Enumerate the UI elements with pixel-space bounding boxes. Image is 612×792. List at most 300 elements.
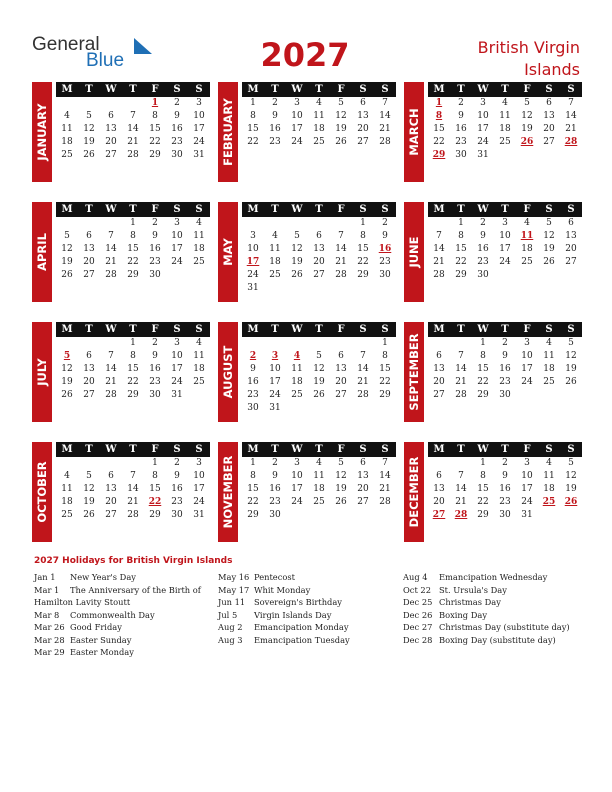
holiday-item [218,621,350,634]
day-cell: 25 [543,377,555,387]
weekday-label: F [523,204,531,215]
empty-cell [374,402,396,415]
weekday-label: M [433,324,445,335]
day-cell: 7 [382,458,388,468]
empty-cell [264,282,286,295]
holiday-item [403,571,570,584]
month-name: DECEMBER [407,456,421,528]
day-cell: 18 [543,364,555,374]
month-label [32,82,52,182]
week-row [56,230,210,243]
day-cell: 29 [477,390,489,400]
day-cell: 22 [127,257,139,267]
day-cell: 17 [291,124,303,134]
day-cell: 11 [543,471,555,481]
day-cell: 9 [480,231,486,241]
day-cell: 11 [269,244,281,254]
day-cell: 11 [499,111,511,121]
weekday-label: F [337,444,345,455]
day-cell: 24 [291,137,303,147]
week-row [56,110,210,123]
day-cell: 31 [171,390,183,400]
day-cell: 25 [269,270,281,280]
month-name: MAY [221,238,235,266]
day-cell: 10 [171,231,183,241]
weekday-label: S [545,444,553,455]
day-cell: 16 [149,364,161,374]
holiday-day-cell: 5 [63,351,71,361]
day-cell: 28 [105,270,117,280]
week-row [56,470,210,483]
day-cell: 7 [108,351,114,361]
day-cell: 7 [458,471,464,481]
day-cell: 7 [338,231,344,241]
empty-cell [428,337,450,350]
month-days-grid [428,202,582,282]
day-cell: 5 [338,98,344,108]
day-cell: 16 [269,484,281,494]
day-cell: 15 [149,124,161,134]
day-cell: 18 [313,484,325,494]
day-cell: 26 [543,257,555,267]
day-cell: 20 [433,377,445,387]
month-name: OCTOBER [35,461,49,523]
weekday-label: W [477,444,489,455]
day-cell: 6 [86,231,92,241]
weekday-label: W [291,204,303,215]
day-cell: 24 [499,257,511,267]
month-june [404,202,580,302]
empty-cell [188,389,210,402]
day-cell: 5 [524,98,530,108]
day-cell: 21 [455,497,467,507]
day-cell: 29 [379,390,391,400]
day-cell: 5 [546,218,552,228]
day-cell: 26 [335,497,347,507]
day-cell: 18 [499,124,511,134]
day-cell: 17 [171,364,183,374]
weekday-label: M [247,324,259,335]
month-days-grid [56,442,210,522]
day-cell: 11 [291,364,303,374]
month-december [404,442,580,542]
day-cell: 7 [436,231,442,241]
holiday-date: Jan 1 [34,572,56,582]
day-cell: 22 [379,377,391,387]
day-cell: 3 [480,98,486,108]
holiday-day-cell: 1 [435,98,443,108]
empty-cell [78,97,100,110]
weekday-label: S [381,204,389,215]
weekday-label: S [381,84,389,95]
day-cell: 12 [335,111,347,121]
week-row [428,337,582,350]
weekday-label: S [545,204,553,215]
empty-cell [560,269,582,282]
empty-cell [450,457,472,470]
holiday-column [403,571,570,646]
day-cell: 2 [152,338,158,348]
holiday-date: Dec 27 [403,622,433,632]
weekday-label: F [151,204,159,215]
holiday-day-cell: 3 [271,351,279,361]
week-row [242,97,396,110]
day-cell: 25 [521,257,533,267]
day-cell: 6 [360,98,366,108]
week-row [242,230,396,243]
month-may [218,202,394,302]
day-cell: 29 [357,270,369,280]
day-cell: 18 [543,484,555,494]
day-cell: 8 [480,351,486,361]
empty-cell [308,509,330,522]
weekday-label: S [173,324,181,335]
week-row [242,136,396,149]
weekday-label: S [381,324,389,335]
holiday-item [403,596,570,609]
week-row [242,110,396,123]
weekday-label: W [291,444,303,455]
month-days-grid [242,82,396,149]
weekday-label: T [457,84,465,95]
day-cell: 15 [379,364,391,374]
day-cell: 15 [455,244,467,254]
day-cell: 25 [61,510,73,520]
day-cell: 22 [433,137,445,147]
weekday-label: W [291,84,303,95]
week-row [242,483,396,496]
day-cell: 7 [568,98,574,108]
week-row [428,376,582,389]
holiday-name: The Anniversary of the Birth of [70,584,201,595]
weekday-label: T [315,324,323,335]
holiday-name: Pentecost [254,572,295,582]
day-cell: 24 [247,270,259,280]
day-cell: 3 [502,218,508,228]
empty-cell [560,509,582,522]
day-cell: 26 [83,510,95,520]
week-row [242,389,396,402]
day-cell: 8 [130,231,136,241]
weekday-label: T [85,84,93,95]
day-cell: 20 [105,497,117,507]
weekday-label: S [173,84,181,95]
holiday-name: Boxing Day (substitute day) [439,634,556,645]
week-row [56,217,210,230]
holiday-name: Christmas Day (substitute day) [439,622,570,632]
week-row [428,110,582,123]
day-cell: 3 [196,458,202,468]
holiday-date: Mar 29 [34,647,65,657]
day-cell: 6 [108,111,114,121]
week-row [56,243,210,256]
holiday-day-cell: 26 [564,497,578,507]
weekday-header [242,202,396,217]
month-label [32,442,52,542]
day-cell: 25 [193,257,205,267]
day-cell: 25 [193,377,205,387]
country-name [420,37,580,81]
day-cell: 28 [127,510,139,520]
empty-cell [78,337,100,350]
weekday-label: T [457,204,465,215]
weekday-header [428,82,582,97]
holiday-day-cell: 1 [151,98,159,108]
empty-cell [188,269,210,282]
week-row [428,363,582,376]
empty-cell [286,337,308,350]
holiday-day-cell: 26 [520,137,534,147]
week-row [56,256,210,269]
day-cell: 25 [313,137,325,147]
month-days-grid [56,202,210,282]
day-cell: 27 [565,257,577,267]
day-cell: 2 [502,338,508,348]
day-cell: 10 [193,111,205,121]
week-row [242,269,396,282]
weekday-label: F [337,84,345,95]
day-cell: 29 [247,510,259,520]
day-cell: 12 [83,124,95,134]
day-cell: 21 [565,124,577,134]
week-row [242,470,396,483]
holiday-date: Dec 26 [403,609,433,620]
day-cell: 30 [477,270,489,280]
day-cell: 2 [152,218,158,228]
day-cell: 6 [436,471,442,481]
day-cell: 24 [171,257,183,267]
weekday-label: T [315,444,323,455]
day-cell: 24 [521,497,533,507]
day-cell: 5 [86,471,92,481]
day-cell: 24 [477,137,489,147]
day-cell: 16 [247,377,259,387]
holiday-day-cell: 17 [246,257,260,267]
day-cell: 31 [193,510,205,520]
day-cell: 5 [86,111,92,121]
day-cell: 27 [83,390,95,400]
day-cell: 12 [61,364,73,374]
empty-cell [330,509,352,522]
day-cell: 31 [269,403,281,413]
day-cell: 9 [458,111,464,121]
day-cell: 23 [499,377,511,387]
weekday-label: S [195,84,203,95]
day-cell: 11 [313,471,325,481]
day-cell: 13 [83,244,95,254]
day-cell: 4 [64,111,70,121]
week-row [428,509,582,522]
empty-cell [242,217,264,230]
empty-cell [264,217,286,230]
holiday-day-cell: 25 [542,497,556,507]
day-cell: 21 [357,377,369,387]
weekday-label: S [173,444,181,455]
month-label [32,322,52,422]
week-row [428,269,582,282]
day-cell: 20 [357,484,369,494]
month-days-grid [428,322,582,402]
holiday-name: Whit Monday [254,584,311,595]
empty-cell [352,282,374,295]
day-cell: 27 [543,137,555,147]
day-cell: 14 [335,244,347,254]
day-cell: 17 [291,484,303,494]
week-row [56,496,210,509]
day-cell: 9 [152,231,158,241]
weekday-label: M [61,84,73,95]
weekday-label: S [195,204,203,215]
day-cell: 15 [477,484,489,494]
weekday-label: M [433,204,445,215]
empty-cell [308,337,330,350]
day-cell: 2 [458,98,464,108]
month-name: APRIL [35,233,49,271]
day-cell: 17 [193,484,205,494]
day-cell: 19 [521,124,533,134]
day-cell: 7 [458,351,464,361]
day-cell: 19 [83,497,95,507]
day-cell: 30 [171,510,183,520]
day-cell: 2 [272,458,278,468]
day-cell: 31 [477,150,489,160]
empty-cell [538,269,560,282]
day-cell: 3 [524,338,530,348]
day-cell: 18 [313,124,325,134]
holiday-item [34,596,201,609]
day-cell: 22 [477,497,489,507]
day-cell: 9 [174,111,180,121]
day-cell: 28 [127,150,139,160]
day-cell: 30 [247,403,259,413]
weekday-label: T [501,324,509,335]
holiday-item [403,621,570,634]
day-cell: 4 [546,338,552,348]
month-july [32,322,208,422]
weekday-label: T [129,444,137,455]
holiday-date: Mar 8 [34,609,60,620]
day-cell: 28 [335,270,347,280]
day-cell: 2 [174,98,180,108]
weekday-label: W [105,204,117,215]
week-row [242,363,396,376]
day-cell: 4 [502,98,508,108]
week-row [242,217,396,230]
weekday-label: S [195,444,203,455]
day-cell: 26 [291,270,303,280]
day-cell: 17 [521,364,533,374]
day-cell: 27 [357,137,369,147]
holiday-date: Dec 28 [403,634,433,645]
holiday-item [34,609,201,622]
holiday-name: Good Friday [70,622,122,632]
day-cell: 20 [83,257,95,267]
week-row [56,389,210,402]
week-row [56,97,210,110]
day-cell: 11 [543,351,555,361]
day-cell: 30 [149,390,161,400]
holiday-name: Sovereign's Birthday [254,597,342,607]
day-cell: 28 [357,390,369,400]
day-cell: 14 [357,364,369,374]
month-name: FEBRUARY [221,98,235,166]
day-cell: 1 [480,338,486,348]
week-row [428,496,582,509]
day-cell: 27 [105,510,117,520]
month-days-grid [242,442,396,522]
day-cell: 14 [127,124,139,134]
month-days-grid [428,82,582,162]
month-name: AUGUST [221,345,235,399]
logo [32,34,132,70]
day-cell: 15 [127,244,139,254]
day-cell: 18 [61,137,73,147]
day-cell: 23 [149,377,161,387]
week-row [428,97,582,110]
day-cell: 1 [458,218,464,228]
week-row [56,363,210,376]
day-cell: 13 [433,484,445,494]
empty-cell [450,337,472,350]
weekday-header [56,82,210,97]
month-label [218,202,238,302]
empty-cell [560,149,582,162]
day-cell: 9 [174,471,180,481]
holiday-name: Easter Monday [70,647,134,657]
day-cell: 25 [291,390,303,400]
empty-cell [78,217,100,230]
weekday-label: S [359,444,367,455]
week-row [242,243,396,256]
weekday-label: S [545,84,553,95]
holiday-column [218,571,350,646]
week-row [428,123,582,136]
month-days-grid [56,82,210,162]
day-cell: 5 [338,458,344,468]
day-cell: 16 [171,124,183,134]
weekday-label: T [271,444,279,455]
holiday-date: Dec 25 [403,597,433,607]
day-cell: 8 [250,471,256,481]
weekday-header [56,322,210,337]
weekday-label: M [433,84,445,95]
day-cell: 23 [269,137,281,147]
day-cell: 14 [105,244,117,254]
day-cell: 21 [433,257,445,267]
week-row [242,376,396,389]
weekday-label: T [85,444,93,455]
day-cell: 9 [382,231,388,241]
day-cell: 30 [269,510,281,520]
day-cell: 7 [360,351,366,361]
week-row [56,123,210,136]
day-cell: 18 [193,364,205,374]
weekday-label: F [337,204,345,215]
day-cell: 29 [149,510,161,520]
day-cell: 16 [499,364,511,374]
day-cell: 6 [546,98,552,108]
holiday-date: Oct 22 [403,584,431,595]
day-cell: 17 [193,124,205,134]
day-cell: 6 [360,458,366,468]
weekday-header [242,82,396,97]
week-row [56,350,210,363]
holiday-date: Mar 28 [34,634,65,645]
empty-cell [264,337,286,350]
week-row [242,350,396,363]
weekday-label: M [61,324,73,335]
day-cell: 1 [382,338,388,348]
